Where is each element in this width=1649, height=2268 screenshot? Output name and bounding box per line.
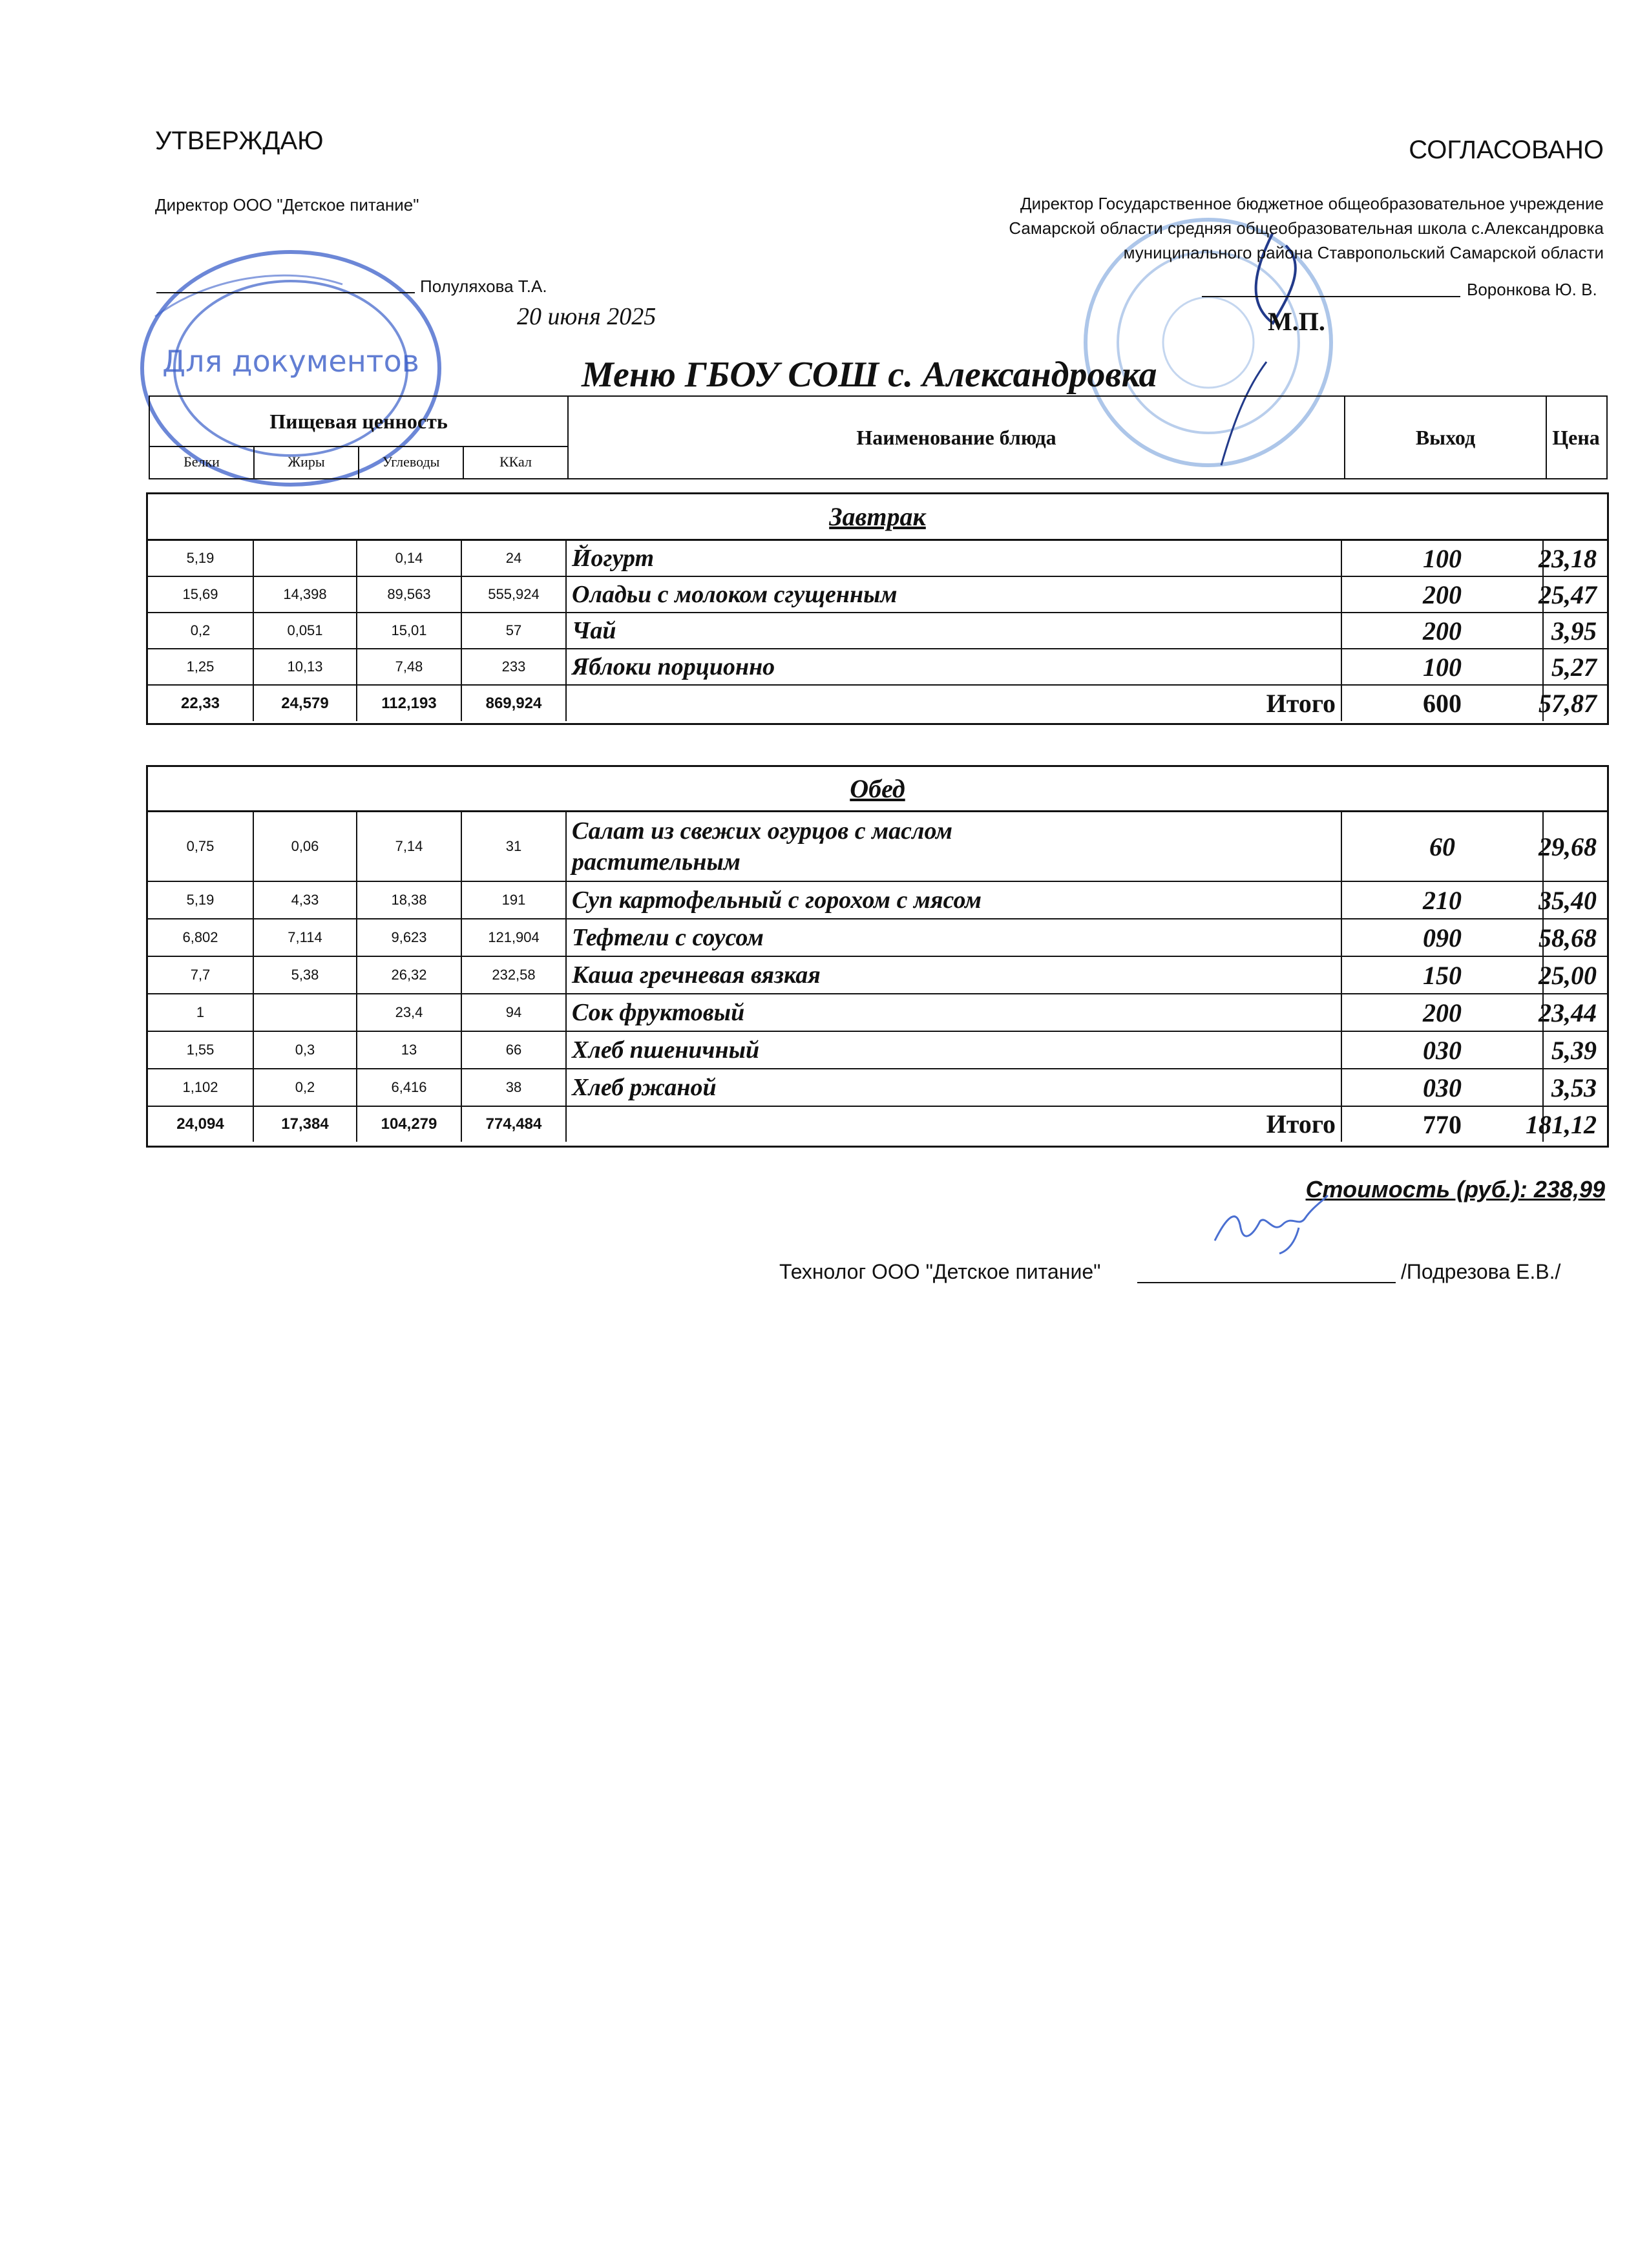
output-cell: 100 bbox=[1342, 541, 1544, 576]
proteins-cell: 5,19 bbox=[148, 541, 254, 576]
fats-cell: 7,114 bbox=[254, 919, 357, 956]
proteins-cell: 7,7 bbox=[148, 957, 254, 993]
table-row bbox=[148, 577, 1607, 613]
carbs-cell: 18,38 bbox=[357, 882, 462, 918]
proteins-cell: 15,69 bbox=[148, 577, 254, 612]
price-total: 57,87 bbox=[1539, 689, 1597, 718]
price-cell: 29,68 bbox=[1539, 832, 1597, 861]
table-row bbox=[148, 1069, 1607, 1107]
proteins-total: 22,33 bbox=[148, 686, 254, 721]
output-header: Выход bbox=[1415, 425, 1476, 449]
proteins-cell: 1,102 bbox=[148, 1069, 254, 1106]
dish-name: Салат из свежих огурцов с маслом растительным bbox=[567, 812, 1342, 881]
right-director-line: Самарской области средняя общеобразовательная школа с.Александровка bbox=[1009, 218, 1604, 238]
kcal-cell: 232,58 bbox=[462, 957, 567, 993]
column-header bbox=[149, 395, 1608, 479]
fats-cell: 0,2 bbox=[254, 1069, 357, 1106]
section-breakfast bbox=[146, 492, 1609, 725]
dish-name: Яблоки порционно bbox=[567, 649, 1342, 684]
price-cell: 35,40 bbox=[1539, 885, 1597, 915]
dish-name: Суп картофельный с горохом с мясом bbox=[567, 882, 1342, 918]
proteins-cell: 6,802 bbox=[148, 919, 254, 956]
proteins-cell: 0,2 bbox=[148, 613, 254, 648]
proteins-cell: 1,55 bbox=[148, 1032, 254, 1068]
price-cell: 5,39 bbox=[1551, 1035, 1597, 1065]
kcal-cell: 57 bbox=[462, 613, 567, 648]
table-row bbox=[148, 1032, 1607, 1069]
carbs-cell: 89,563 bbox=[357, 577, 462, 612]
table-row bbox=[148, 649, 1607, 686]
kcal-cell: 31 bbox=[462, 812, 567, 881]
price-cell: 58,68 bbox=[1539, 923, 1597, 952]
fats-cell: 4,33 bbox=[254, 882, 357, 918]
fats-header: Жиры bbox=[288, 454, 325, 470]
proteins-cell: 1,25 bbox=[148, 649, 254, 684]
agreed-title: СОГЛАСОВАНО bbox=[1409, 136, 1604, 164]
section-title: Обед bbox=[148, 767, 1607, 812]
proteins-total: 24,094 bbox=[148, 1107, 254, 1142]
price-cell: 3,53 bbox=[1551, 1073, 1597, 1102]
dish-name: Каша гречневая вязкая bbox=[567, 957, 1342, 993]
output-cell: 60 bbox=[1342, 812, 1544, 881]
proteins-header: Белки bbox=[184, 454, 220, 470]
proteins-cell: 0,75 bbox=[148, 812, 254, 881]
carbs-cell: 9,623 bbox=[357, 919, 462, 956]
proteins-cell: 5,19 bbox=[148, 882, 254, 918]
kcal-cell: 233 bbox=[462, 649, 567, 684]
carbs-cell: 0,14 bbox=[357, 541, 462, 576]
table-row bbox=[148, 613, 1607, 649]
total-row bbox=[148, 686, 1607, 721]
right-director-line: муниципального района Ставропольский Самарской области bbox=[1123, 243, 1604, 262]
total-row bbox=[148, 1107, 1607, 1142]
right-signer-name: Воронкова Ю. В. bbox=[1467, 280, 1597, 299]
fats-cell: 14,398 bbox=[254, 577, 357, 612]
fats-total: 17,384 bbox=[254, 1107, 357, 1142]
seal-place-mark: М.П. bbox=[1268, 307, 1325, 336]
carbs-cell: 7,48 bbox=[357, 649, 462, 684]
total-cost: Стоимость (руб.): 238,99 bbox=[1305, 1176, 1605, 1202]
output-cell: 200 bbox=[1342, 613, 1544, 648]
output-cell: 030 bbox=[1342, 1069, 1544, 1106]
price-total: 181,12 bbox=[1526, 1109, 1597, 1139]
carbs-cell: 7,14 bbox=[357, 812, 462, 881]
kcal-cell: 191 bbox=[462, 882, 567, 918]
kcal-cell: 66 bbox=[462, 1032, 567, 1068]
left-signature-line bbox=[156, 292, 415, 293]
carbs-header: Углеводы bbox=[382, 454, 440, 470]
dish-name: Йогурт bbox=[567, 541, 1342, 576]
table-row bbox=[148, 541, 1607, 577]
carbs-cell: 15,01 bbox=[357, 613, 462, 648]
kcal-cell: 121,904 bbox=[462, 919, 567, 956]
table-row bbox=[148, 882, 1607, 919]
output-cell: 090 bbox=[1342, 919, 1544, 956]
dish-header: Наименование блюда bbox=[856, 425, 1056, 449]
right-signature-line bbox=[1202, 296, 1460, 297]
output-total: 600 bbox=[1342, 686, 1544, 721]
dish-name: Тефтели с соусом bbox=[567, 919, 1342, 956]
left-director: Директор ООО "Детское питание" bbox=[155, 195, 419, 215]
dish-name: Хлеб пшеничный bbox=[567, 1032, 1342, 1068]
section-lunch bbox=[146, 765, 1609, 1148]
technologist-label: Технолог ООО "Детское питание" bbox=[779, 1260, 1101, 1283]
price-cell: 25,47 bbox=[1539, 580, 1597, 609]
output-cell: 150 bbox=[1342, 957, 1544, 993]
dish-name: Сок фруктовый bbox=[567, 994, 1342, 1031]
price-header: Цена bbox=[1552, 425, 1600, 449]
section-title: Завтрак bbox=[148, 494, 1607, 541]
dish-name: Чай bbox=[567, 613, 1342, 648]
proteins-cell: 1 bbox=[148, 994, 254, 1031]
table-row bbox=[148, 994, 1607, 1032]
output-cell: 030 bbox=[1342, 1032, 1544, 1068]
page-title: Меню ГБОУ СОШ с. Александровка bbox=[582, 355, 1157, 395]
kcal-cell: 555,924 bbox=[462, 577, 567, 612]
price-cell: 23,44 bbox=[1539, 998, 1597, 1027]
output-cell: 200 bbox=[1342, 994, 1544, 1031]
fats-cell bbox=[254, 541, 357, 576]
fats-cell: 0,06 bbox=[254, 812, 357, 881]
menu-date: 20 июня 2025 bbox=[517, 303, 656, 330]
kcal-cell: 38 bbox=[462, 1069, 567, 1106]
output-cell: 200 bbox=[1342, 577, 1544, 612]
table-row bbox=[148, 812, 1607, 882]
fats-cell: 0,051 bbox=[254, 613, 357, 648]
output-total: 770 bbox=[1342, 1107, 1544, 1142]
carbs-total: 104,279 bbox=[357, 1107, 462, 1142]
total-label: Итого bbox=[567, 686, 1342, 721]
carbs-total: 112,193 bbox=[357, 686, 462, 721]
kcal-total: 869,924 bbox=[462, 686, 567, 721]
dish-name: Оладьи с молоком сгущенным bbox=[567, 577, 1342, 612]
kcal-cell: 94 bbox=[462, 994, 567, 1031]
dish-name: Хлеб ржаной bbox=[567, 1069, 1342, 1106]
carbs-cell: 23,4 bbox=[357, 994, 462, 1031]
fats-cell bbox=[254, 994, 357, 1031]
price-cell: 23,18 bbox=[1539, 543, 1597, 573]
price-cell: 25,00 bbox=[1539, 960, 1597, 990]
carbs-cell: 6,416 bbox=[357, 1069, 462, 1106]
approve-title: УТВЕРЖДАЮ bbox=[155, 127, 324, 155]
output-cell: 210 bbox=[1342, 882, 1544, 918]
right-director bbox=[1009, 191, 1604, 265]
table-row bbox=[148, 919, 1607, 957]
carbs-cell: 13 bbox=[357, 1032, 462, 1068]
total-label: Итого bbox=[567, 1107, 1342, 1142]
fats-cell: 5,38 bbox=[254, 957, 357, 993]
price-cell: 3,95 bbox=[1551, 616, 1597, 646]
kcal-cell: 24 bbox=[462, 541, 567, 576]
kcal-total: 774,484 bbox=[462, 1107, 567, 1142]
nutrition-header: Пищевая ценность bbox=[269, 409, 448, 433]
left-signer-name: Полуляхова Т.А. bbox=[420, 277, 547, 296]
seal-left-text: Для документов bbox=[162, 344, 419, 379]
output-cell: 100 bbox=[1342, 649, 1544, 684]
fats-cell: 0,3 bbox=[254, 1032, 357, 1068]
fats-total: 24,579 bbox=[254, 686, 357, 721]
carbs-cell: 26,32 bbox=[357, 957, 462, 993]
fats-cell: 10,13 bbox=[254, 649, 357, 684]
table-row bbox=[148, 957, 1607, 994]
technologist-name: /Подрезова Е.В./ bbox=[1401, 1260, 1561, 1283]
technologist-signature bbox=[1208, 1189, 1338, 1260]
technologist-signature-line bbox=[1137, 1282, 1396, 1283]
right-director-line: Директор Государственное бюджетное общеобразовательное учреждение bbox=[1020, 194, 1604, 213]
price-cell: 5,27 bbox=[1551, 652, 1597, 682]
kcal-header: ККал bbox=[499, 454, 532, 470]
